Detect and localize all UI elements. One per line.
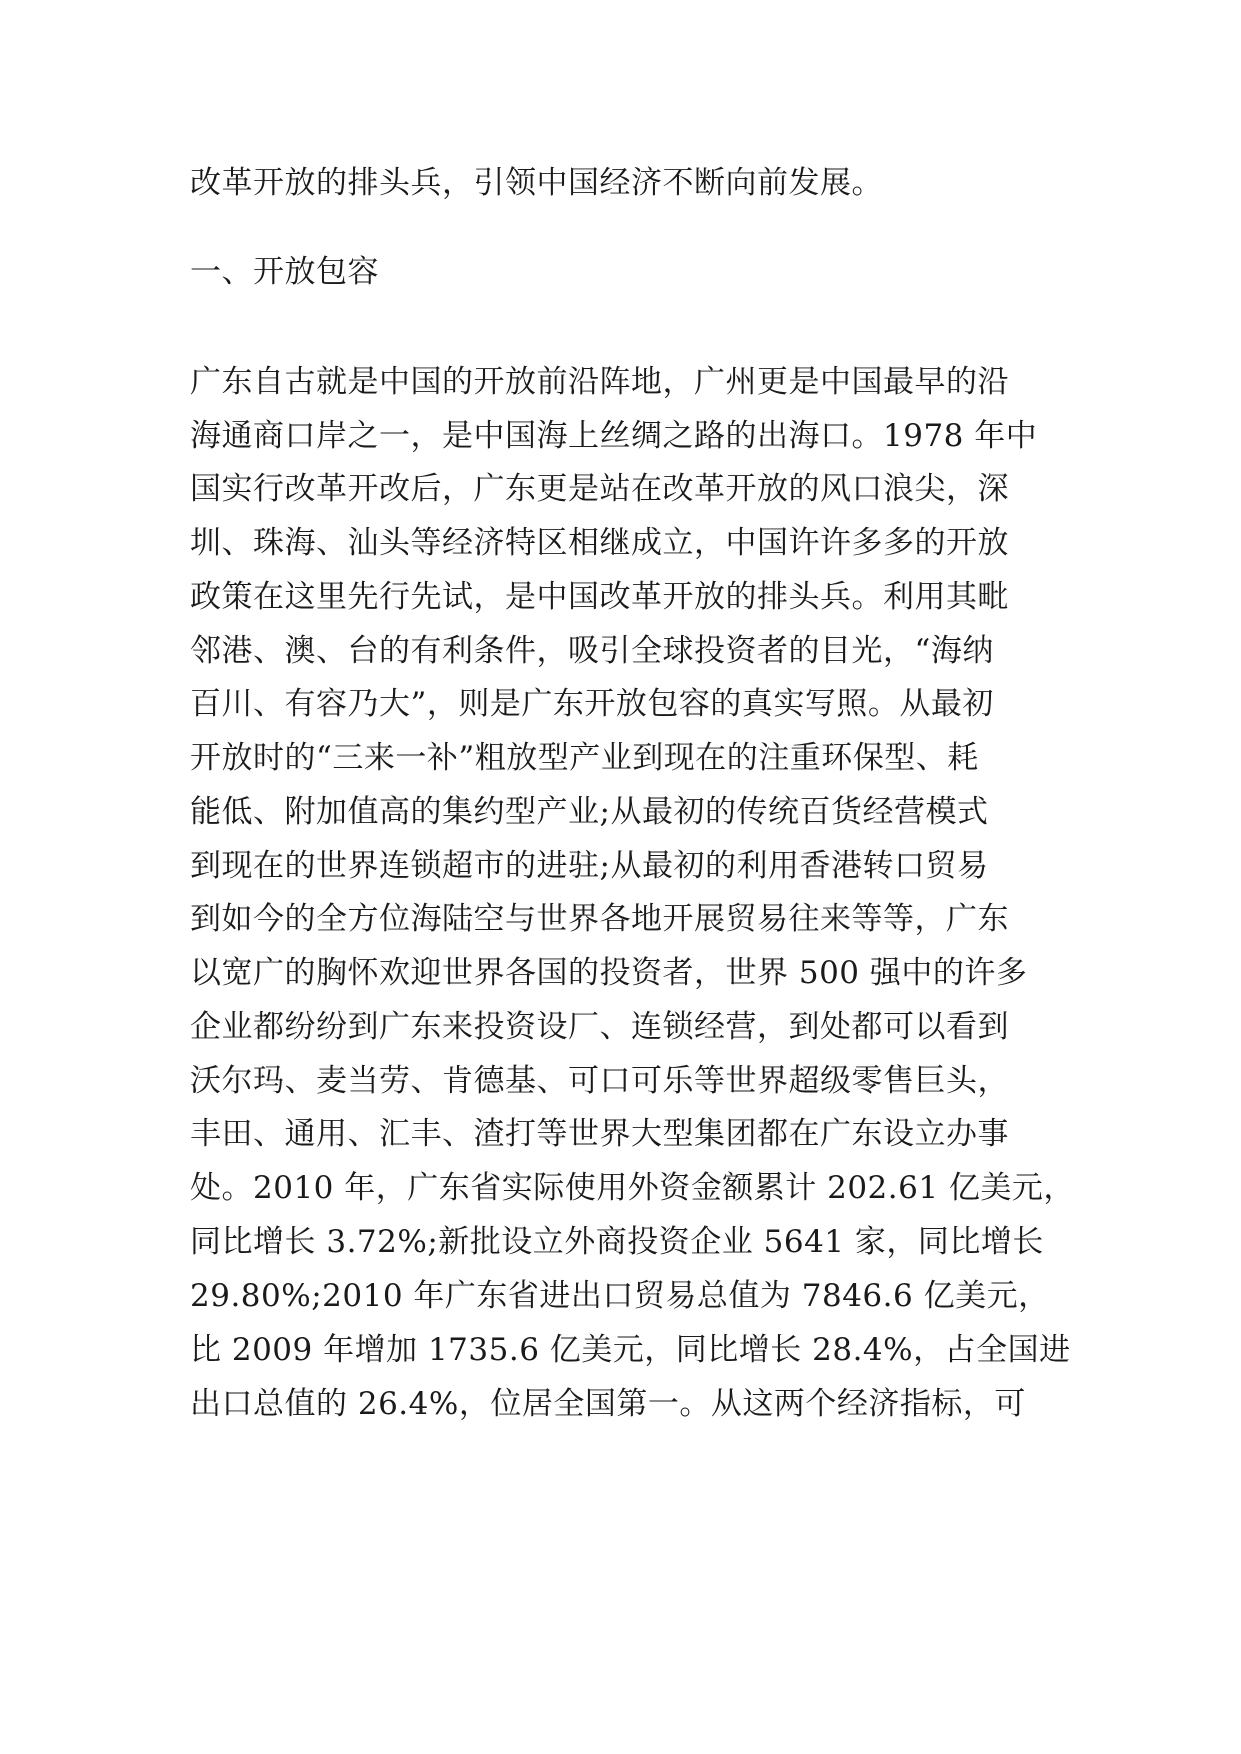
paragraph-line: 圳、珠海、汕头等经济特区相继成立，中国许许多多的开放 — [190, 525, 1009, 561]
paragraph-line: 沃尔玛、麦当劳、肯德基、可口可乐等世界超级零售巨头， — [190, 1063, 1009, 1099]
paragraph-line: 百川、有容乃大”，则是广东开放包容的真实写照。从最初 — [190, 686, 994, 722]
paragraph-line: 广东自古就是中国的开放前沿阵地，广州更是中国最早的沿 — [190, 364, 1009, 400]
paragraph-line: 以宽广的胸怀欢迎世界各国的投资者，世界 500 强中的许多 — [190, 955, 1028, 991]
paragraph-line: 改革开放的排头兵，引领中国经济不断向前发展。 — [190, 165, 883, 201]
paragraph-line: 处。2010 年，广东省实际使用外资金额累计 202.61 亿美元， — [190, 1170, 1075, 1206]
paragraph-line: 丰田、通用、汇丰、渣打等世界大型集团都在广东设立办事 — [190, 1116, 1009, 1152]
paragraph-line: 开放时的“三来一补”粗放型产业到现在的注重环保型、耗 — [190, 740, 979, 776]
paragraph-line: 到如今的全方位海陆空与世界各地开展贸易往来等等，广东 — [190, 901, 1009, 937]
paragraph-line: 企业都纷纷到广东来投资设厂、连锁经营，到处都可以看到 — [190, 1009, 1009, 1045]
paragraph-line: 政策在这里先行先试，是中国改革开放的排头兵。利用其毗 — [190, 579, 1009, 615]
paragraph-line: 国实行改革开改后，广东更是站在改革开放的风口浪尖，深 — [190, 471, 1009, 507]
paragraph-line: 邻港、澳、台的有利条件，吸引全球投资者的目光，“海纳 — [190, 633, 994, 669]
paragraph-line: 能低、附加值高的集约型产业;从最初的传统百货经营模式 — [190, 794, 989, 830]
section-heading: 一、开放包容 — [190, 254, 379, 290]
paragraph-line: 同比增长 3.72%;新批设立外商投资企业 5641 家，同比增长 — [190, 1224, 1044, 1260]
paragraph-line: 出口总值的 26.4%，位居全国第一。从这两个经济指标，可 — [190, 1386, 1026, 1422]
paragraph-line: 29.80%;2010 年广东省进出口贸易总值为 7846.6 亿美元， — [190, 1278, 1050, 1314]
paragraph-line: 海通商口岸之一，是中国海上丝绸之路的出海口。1978 年中 — [190, 418, 1038, 454]
paragraph-line: 到现在的世界连锁超市的进驻;从最初的利用香港转口贸易 — [190, 848, 989, 884]
paragraph-line: 比 2009 年增加 1735.6 亿美元，同比增长 28.4%，占全国进 — [190, 1332, 1071, 1368]
